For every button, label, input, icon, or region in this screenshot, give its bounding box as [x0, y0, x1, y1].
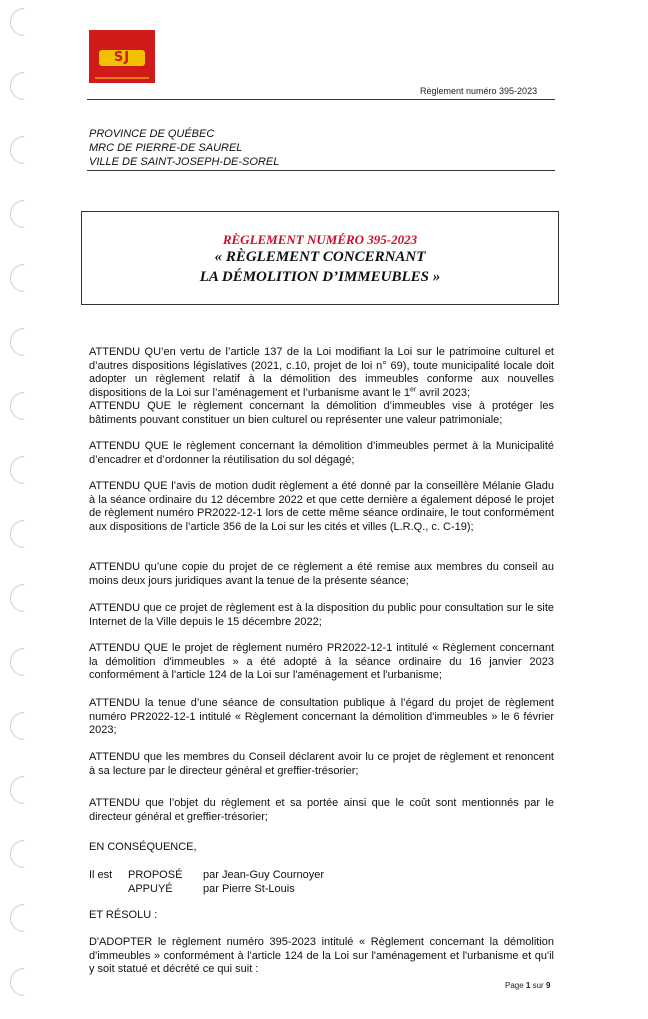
- logo-mark: SJ: [113, 50, 131, 65]
- paragraph-attendu-1: [89, 346, 554, 400]
- binder-ring: [4, 642, 44, 682]
- paragraph-attendu-3: ATTENDU QUE le règlement concernant la démolition d’immeubles permet à la Municipalité d’encadrer et d’ordonner la réutilisation du sol dégagé;: [89, 440, 554, 466]
- page-number: 1: [525, 981, 531, 990]
- header-reference: Règlement numéro 395-2023: [420, 86, 538, 96]
- province-line: PROVINCE DE QUÉBEC: [89, 128, 215, 140]
- paragraph-text: avril 2023;: [416, 386, 471, 399]
- binder-ring: [4, 706, 44, 746]
- binder-ring: [4, 66, 44, 106]
- binder-ring: [4, 578, 44, 618]
- paragraph-attendu-10: ATTENDU que l’objet du règlement et sa portée ainsi que le coût sont mentionnés par le directeur général et greffier-trésorier;: [89, 797, 554, 823]
- title-line-2: « RÈGLEMENT CONCERNANT: [214, 249, 426, 265]
- binder-ring: [4, 450, 44, 490]
- binder-ring: [4, 962, 44, 1002]
- province-divider: [87, 170, 555, 171]
- sur-word: sur: [532, 981, 544, 990]
- binder-ring: [4, 834, 44, 874]
- paragraph-attendu-7: ATTENDU QUE le projet de règlement numéro PR2022-12-1 intitulé « Règlement concernant la démolition d'immeubles » a été adopté à la séance ordinaire du 16 janvier 2023 conformément à l'article 124 de la Loi sur l'aménagement et l'urbanisme;: [89, 642, 554, 681]
- paragraph-attendu-6: ATTENDU que ce projet de règlement est à la disposition du public pour consultation sur le site Internet de la Ville depuis le 15 décembre 2022;: [89, 602, 554, 628]
- propose-label: PROPOSÉ: [128, 869, 183, 881]
- title-box: [81, 211, 559, 305]
- binder-ring: [4, 322, 44, 362]
- superscript: er: [410, 385, 417, 393]
- paragraph-et-resolu: ET RÉSOLU :: [89, 909, 158, 921]
- binder-ring: [4, 898, 44, 938]
- binder-ring: [4, 2, 44, 42]
- propose-name: par Jean-Guy Cournoyer: [203, 869, 325, 881]
- ville-line: VILLE DE SAINT-JOSEPH-DE-SOREL: [89, 156, 280, 168]
- paragraph-attendu-5: ATTENDU qu’une copie du projet de ce règlement a été remise aux membres du conseil au moins deux jours juridiques avant la tenue de la présente séance;: [89, 561, 554, 587]
- header-divider: [87, 99, 555, 100]
- paragraph-attendu-8: ATTENDU la tenue d’une séance de consultation publique à l’égard du projet de règlement numéro PR2022-12-1 intitulé « Règlement concernant la démolition d'immeubles » le 6 février 2023;: [89, 697, 554, 736]
- appuye-label: APPUYÉ: [128, 882, 173, 895]
- binder-ring: [4, 130, 44, 170]
- paragraph-adopter: D'ADOPTER le règlement numéro 395-2023 intitulé « Règlement concernant la démolition d'immeubles » conformément à l'article 124 de la Loi sur l'aménagement et l'urbanisme et qu'il y soit statué et décrété ce qui suit :: [89, 936, 554, 975]
- binder-ring: [4, 514, 44, 554]
- binder-ring: [4, 258, 44, 298]
- page-word: Page: [505, 981, 524, 990]
- paragraph-attendu-9: ATTENDU que les membres du Conseil déclarent avoir lu ce projet de règlement et renoncent à sa lecture par le directeur général et greffier-trésorier;: [89, 751, 554, 777]
- il-est-label: Il est: [89, 869, 113, 881]
- binder-ring: [4, 194, 44, 234]
- paragraph-en-consequence: EN CONSÉQUENCE,: [89, 841, 197, 853]
- paragraph-attendu-2: ATTENDU QUE le règlement concernant la démolition d’immeubles vise à protéger les bâtiments pouvant constituer un bien culturel ou représenter une valeur patrimoniale;: [89, 400, 554, 426]
- mrc-line: MRC DE PIERRE-DE SAUREL: [89, 142, 243, 154]
- binder-ring: [4, 770, 44, 810]
- appuye-name: par Pierre St-Louis: [203, 882, 295, 895]
- page-total: 9: [545, 981, 551, 990]
- paragraph-attendu-4: ATTENDU QUE l’avis de motion dudit règlement a été donné par la conseillère Mélanie Gladu à la séance ordinaire du 12 décembre 2022 et que cette dernière a également déposé le projet de règlement numéro PR2022-12-1 lors de cette même séance ordinaire, le tout conformément aux dispositions de l’article 356 de la Loi sur les cités et villes (L.R.Q., c. C-19);: [89, 480, 554, 533]
- municipal-logo: [89, 30, 155, 83]
- binder-ring: [4, 386, 44, 426]
- page-footer: [505, 981, 550, 990]
- title-line-3: LA DÉMOLITION D’IMMEUBLES »: [199, 269, 441, 285]
- paragraph-text: ATTENDU QU’en vertu de l’article 137 de la Loi modifiant la Loi sur le patrimoine culturel et d’autres dispositions législatives (2021, c.10, projet de loi n° 69), toute municipalité locale doit adopter un règlement relatif à la démolition des immeubles conforme aux nouvelles dispositions de la Loi sur l’aménagement et l’urbanisme avant le 1: [89, 346, 554, 399]
- province-block: [89, 127, 279, 169]
- title-number: RÈGLEMENT NUMÉRO 395-2023: [222, 232, 418, 247]
